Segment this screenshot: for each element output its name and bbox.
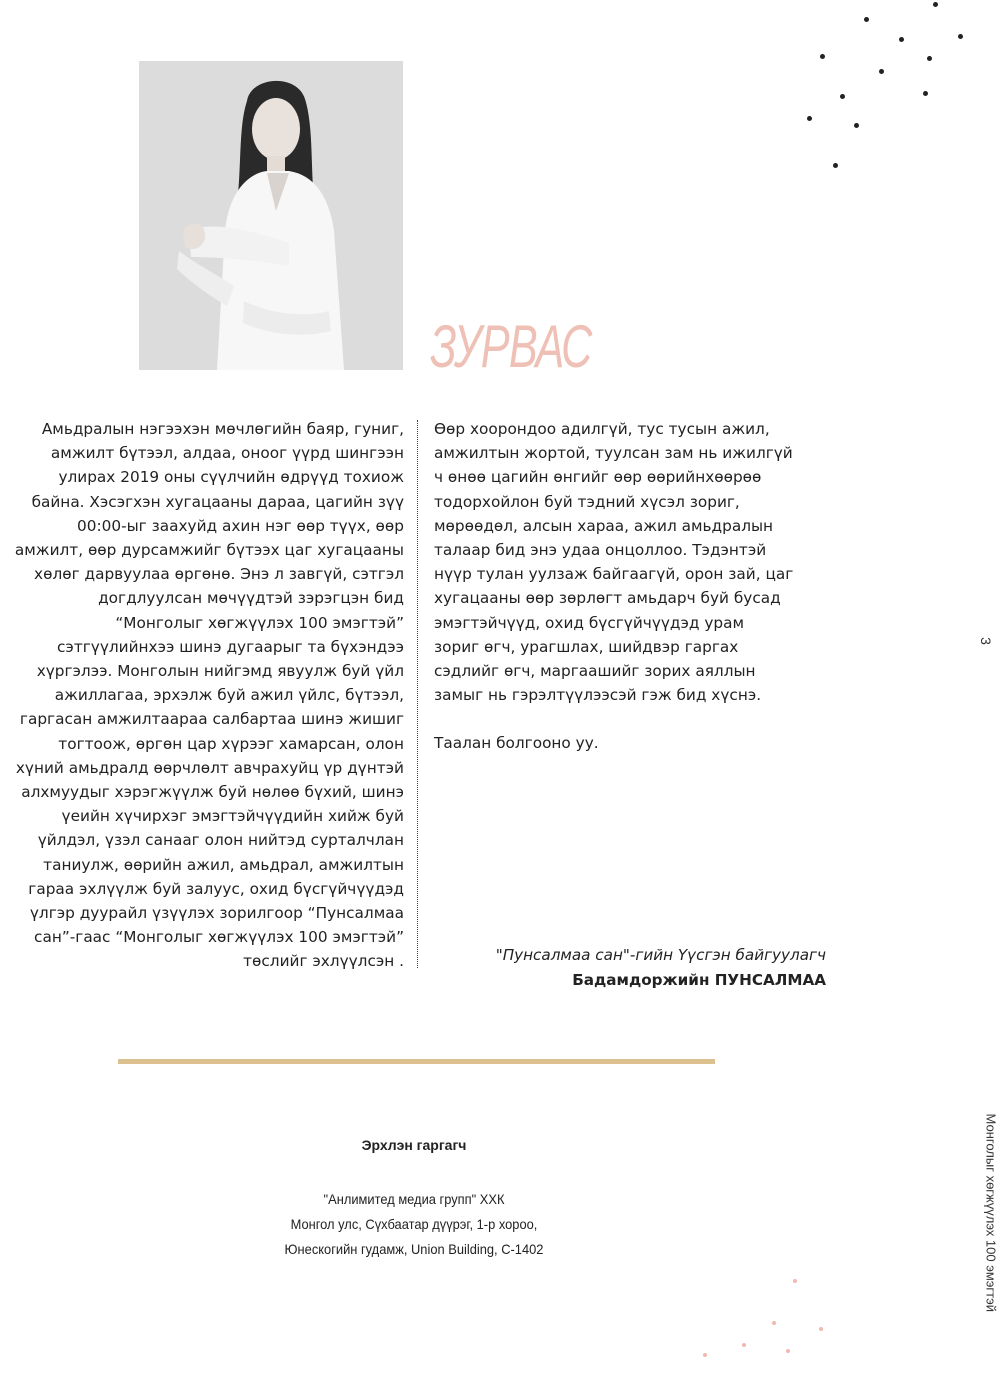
gold-divider xyxy=(118,1059,715,1064)
decorative-dot xyxy=(879,69,884,74)
decorative-dot xyxy=(703,1353,707,1357)
publisher-address-line: Юнескогийн гудамж, Union Building, C-1402 xyxy=(284,1241,544,1257)
decorative-dot xyxy=(933,2,938,7)
signature-role: "Пунсалмаа сан"-гийн Үүсгэн байгуулагч xyxy=(495,946,826,964)
decorative-dot xyxy=(864,17,869,22)
publisher-company: "Анлимитед медиа групп" ХХК xyxy=(323,1191,505,1207)
decorative-dot xyxy=(807,116,812,121)
signature-name: Бадамдоржийн ПУНСАЛМАА xyxy=(572,971,826,989)
letter-right-column xyxy=(434,417,794,756)
publisher-details xyxy=(276,1187,552,1262)
decorative-dot xyxy=(899,37,904,42)
decorative-dot xyxy=(833,163,838,168)
page-number: 3 xyxy=(977,637,994,645)
portrait-photo xyxy=(139,61,403,370)
decorative-dot xyxy=(927,56,932,61)
running-title: Монголыг хөгжүүлэх 100 эмэгтэй xyxy=(983,1113,999,1313)
decorative-dot xyxy=(923,91,928,96)
decorative-dot xyxy=(840,94,845,99)
decorative-dot xyxy=(854,123,859,128)
decorative-dot xyxy=(820,54,825,59)
letter-closing: Таалан болгооно уу. xyxy=(434,734,599,753)
column-divider xyxy=(417,420,418,968)
publisher-heading: Эрхлэн гаргагч xyxy=(361,1137,467,1153)
publisher-address-line: Монгол улс, Сүхбаатар дүүрэг, 1-р хороо, xyxy=(290,1216,538,1232)
decorative-dot xyxy=(772,1321,776,1325)
decorative-dot xyxy=(742,1343,746,1347)
decorative-dot xyxy=(819,1327,823,1331)
letter-left-column: Амьдралын нэгээхэн мөчлөгийн баяр, гуниг, амжилт бүтээл, алдаа, оноог үүрд шингээн улирах 2019 оны сүүлчийн өдрүүд тохиож байна. Хэсэгхэн хугацааны дараа, цагийн зүү 00:00-ыг заахуйд ахин нэг өөр түүх, өөр амжилт, өөр дурсамжийг бүтээх цаг хугацааны хөлөг дарвуулаа өргөнө. Энэ л завгүй, сэтгэл догдлуулсан мөчүүдтэй зэрэгцэн бид “Монголыг хөгжүүлэх 100 эмэгтэй” сэтгүүлийнхээ шинэ дугаарыг та бүхэндээ хүргэлээ. Монголын нийгэмд явуулж буй үйл ажиллагаа, эрхэлж буй ажил үйлс, бүтээл, гаргасан амжилтаараа салбартаа шинэ жишиг тогтоож, өргөн цар хүрээг хамарсан, олон хүний амьдралд өөрчлөлт авчрахуйц үр дүнтэй алхмуудыг хэрэгжүүлж буй нөлөө бүхий, шинэ үеийн хүчирхэг эмэгтэйчүүдийн хийж буй үйлдэл, үзэл санааг олон нийтэд сурталчлан таниулж, өөрийн ажил, амьдрал, амжилтын гараа эхлүүлж буй залуус, охид бүсгүйчүүдэд үлгэр дуурайл үзүүлэх зорилгоор “Пунсалмаа сан”-гаас “Монголыг хөгжүүлэх 100 эмэгтэй” төслийг эхлүүлсэн . xyxy=(14,420,404,971)
decorative-dot xyxy=(786,1349,790,1353)
letter-paragraph: Өөр хоорондоо адилгүй, тус тусын ажил, амжилтын жортой, туулсан зам нь ижилгүй ч өнөө цагийн өнгийг өөр өөрийнхөөрөө тодорхойлон буй тэдний хүсэл зориг, мөрөөдөл, алсын хараа, ажил амьдралын талаар бид энэ удаа онцоллоо. Тэдэнтэй нүүр тулан уулзаж байгаагүй, орон зай, цаг хугацааны өөр зөрлөгт амьдарч буй бусад эмэгтэйчүүд, охид бүсгүйчүүдэд урам зориг өгч, урагшлах, шийдвэр гаргах сэдлийг өгч, маргаашийг зорих аяллын замыг нь гэрэлтүүлээсэй гэж бид хүснэ. xyxy=(434,420,794,705)
page-title: ЗУРВАС xyxy=(430,313,592,380)
decorative-dot xyxy=(958,34,963,39)
decorative-dot xyxy=(793,1279,797,1283)
